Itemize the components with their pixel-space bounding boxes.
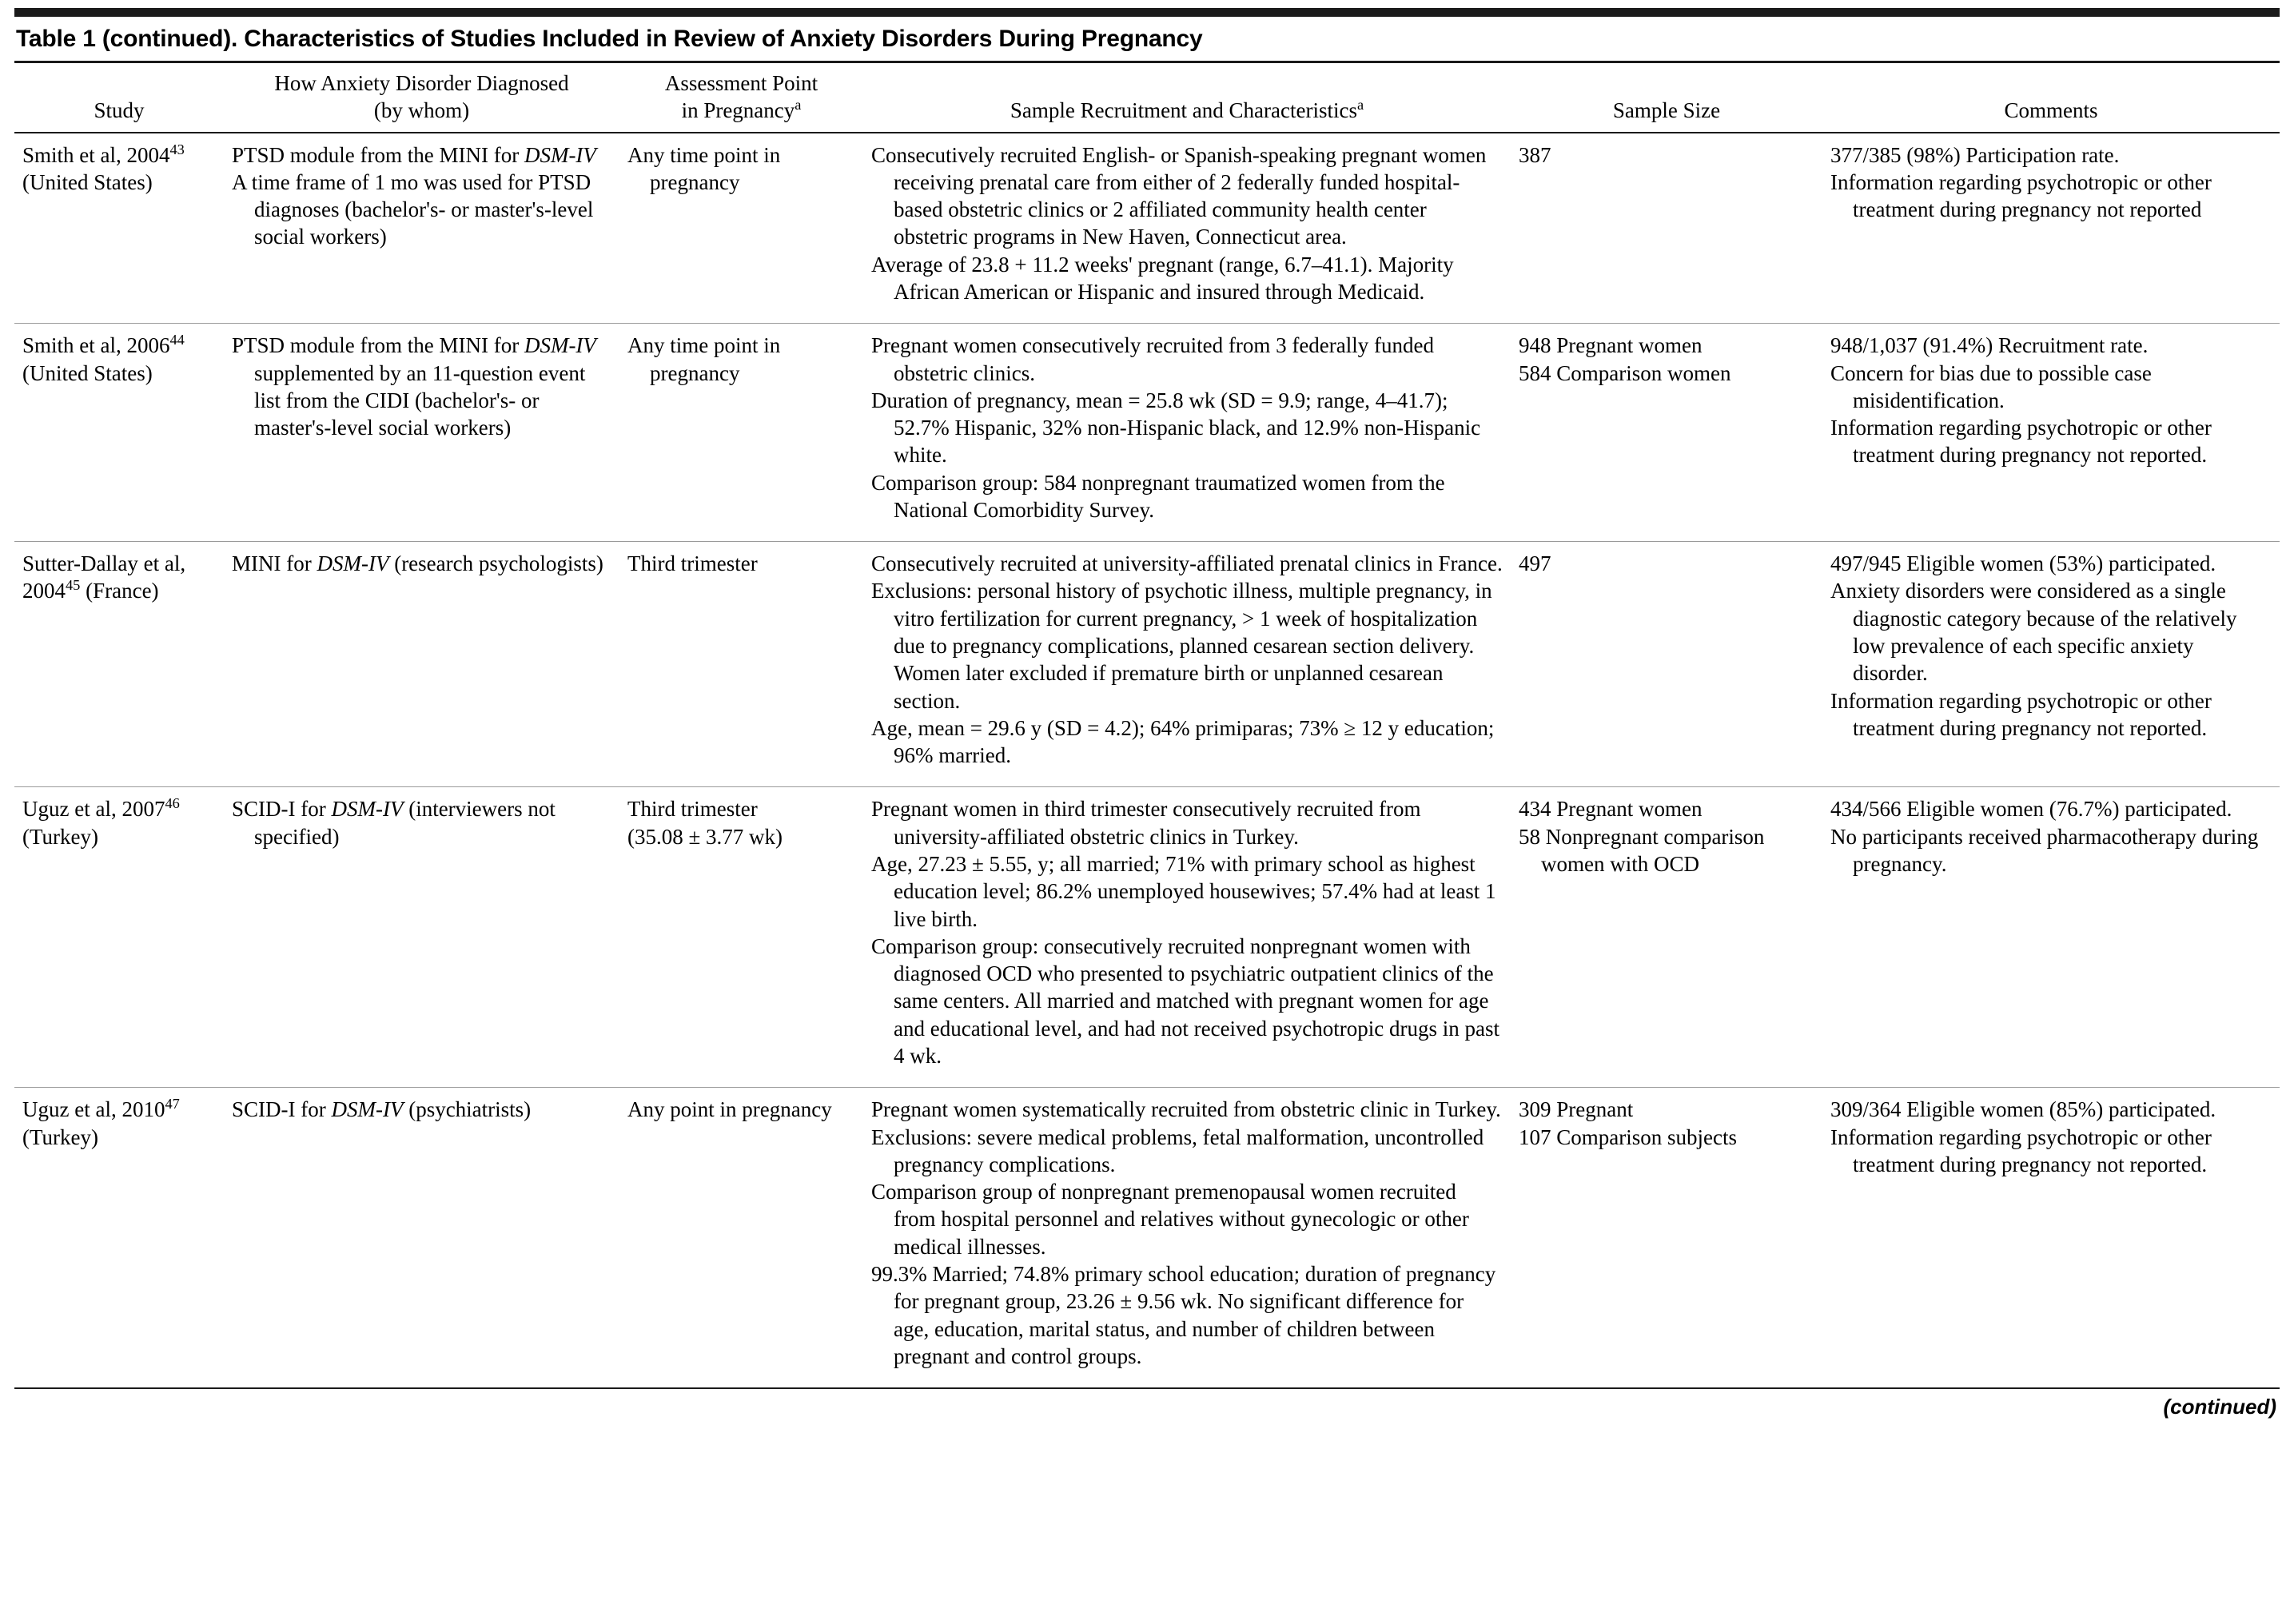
sample-size-value: 434 Pregnant women	[1519, 797, 1703, 822]
table-title: Table 1 (continued). Characteristics of Studies Included in Review of Anxiety Disorders During Pregnancy	[16, 26, 1203, 52]
column-header-sample-label: Sample Recruitment and Characteristics	[1010, 98, 1357, 122]
comment-item: 434/566 Eligible women (76.7%) participated.	[1830, 797, 2232, 822]
comment-item: Anxiety disorders were considered as a single diagnostic category because of the relatively low prevalence of each specific anxiety disorder.	[1830, 579, 2237, 686]
study-country: (United States)	[22, 169, 153, 194]
characteristics-table	[14, 63, 2280, 1390]
assessment-point: Third trimester	[627, 551, 758, 576]
sample-paragraph: 99.3% Married; 74.8% primary school education; duration of pregnancy for pregnant group, 23.26 ± 9.56 wk. No significant difference for age, education, marital status, and number of children between pregnant and control groups.	[871, 1261, 1496, 1368]
sample-paragraph: Average of 23.8 + 11.2 weeks' pregnant (range, 6.7–41.1). Majority African American or Hispanic and insured through Medicaid.	[871, 252, 1454, 304]
continued-label: (continued)	[2163, 1395, 2276, 1419]
comment-item: Information regarding psychotropic or other treatment during pregnancy not reported.	[1830, 688, 2212, 740]
cell-diagnosis: SCID-I for DSM-IV (psychiatrists)	[224, 1088, 619, 1388]
table-header-row	[14, 63, 2280, 133]
comment-item: 948/1,037 (91.4%) Recruitment rate.	[1830, 333, 2149, 358]
sample-paragraph: Pregnant women consecutively recruited from 3 federally funded obstetric clinics.	[871, 333, 1434, 385]
cell-diagnosis: PTSD module from the MINI for DSM-IV A time frame of 1 mo was used for PTSD diagnoses (bachelor's- or master's-level social workers)	[224, 133, 619, 324]
column-header-assessment-superscript: a	[795, 96, 802, 113]
sample-size-value: 58 Nonpregnant comparison women with OCD	[1519, 824, 1765, 876]
study-reference: 44	[169, 332, 185, 348]
study-name: Smith et al, 2006	[22, 333, 170, 358]
study-name: Smith et al, 2004	[22, 142, 170, 167]
cell-comments	[1822, 1088, 2280, 1388]
comment-item: Concern for bias due to possible case misidentification.	[1830, 360, 2152, 412]
sample-size-value: 948 Pregnant women	[1519, 333, 1703, 358]
cell-assessment	[619, 133, 863, 324]
column-header-diagnosis-line1: How Anxiety Disorder Diagnosed	[274, 70, 569, 95]
assessment-point: Any time point in pregnancy	[627, 142, 781, 194]
cell-assessment	[619, 1088, 863, 1388]
diagnosis-detail: A time frame of 1 mo was used for PTSD diagnoses (bachelor's- or master's-level social workers)	[232, 169, 594, 249]
column-header-size: Sample Size	[1511, 63, 1822, 133]
cell-sample	[863, 1088, 1511, 1388]
table-row	[14, 1088, 2280, 1388]
cell-study	[14, 324, 224, 542]
study-country: (France)	[80, 579, 159, 603]
assessment-point: Any time point in pregnancy	[627, 333, 781, 385]
comment-item: No participants received pharmacotherapy during pregnancy.	[1830, 824, 2259, 876]
sample-size-value: 497	[1519, 551, 1551, 576]
sample-paragraph: Exclusions: severe medical problems, fetal malformation, uncontrolled pregnancy complications.	[871, 1124, 1484, 1176]
sample-paragraph: Age, 27.23 ± 5.55, y; all married; 71% with primary school as highest education level; 86.2% unemployed housewives; 57.4% had at least 1 live birth.	[871, 852, 1496, 931]
column-header-diagnosis	[224, 63, 619, 133]
table-top-rule	[14, 8, 2280, 17]
sample-paragraph: Comparison group of nonpregnant premenopausal women recruited from hospital personnel and relatives without gynecologic or other medical illnesses.	[871, 1180, 1469, 1259]
sample-paragraph: Comparison group: 584 nonpregnant traumatized women from the National Comorbidity Survey.	[871, 470, 1445, 522]
sample-size-value: 584 Comparison women	[1519, 360, 1731, 385]
comment-item: 497/945 Eligible women (53%) participated.	[1830, 551, 2216, 576]
study-country: (Turkey)	[22, 824, 99, 849]
table-row	[14, 133, 2280, 324]
study-country: (United States)	[22, 360, 153, 385]
column-header-diagnosis-line2: (by whom)	[373, 98, 470, 122]
column-header-assessment-line1: Assessment Point	[664, 70, 818, 95]
study-name: Uguz et al, 2010	[22, 1097, 165, 1122]
study-year: 2004	[22, 579, 66, 603]
sample-paragraph: Consecutively recruited English- or Spanish-speaking pregnant women receiving prenatal care from either of 2 federally funded hospital-based obstetric clinics or 2 affiliated community health center obstetric programs in New Haven, Connecticut area.	[871, 142, 1487, 249]
study-name: Sutter-Dallay et al,	[22, 551, 186, 576]
sample-paragraph: Duration of pregnancy, mean = 25.8 wk (SD = 9.9; range, 4–41.7); 52.7% Hispanic, 32% non-Hispanic black, and 12.9% non-Hispanic white.	[871, 388, 1481, 468]
sample-paragraph: Age, mean = 29.6 y (SD = 4.2); 64% primiparas; 73% ≥ 12 y education; 96% married.	[871, 715, 1495, 768]
comment-item: 309/364 Eligible women (85%) participated.	[1830, 1097, 2216, 1122]
comment-item: Information regarding psychotropic or other treatment during pregnancy not reported.	[1830, 1124, 2212, 1176]
cell-comments	[1822, 787, 2280, 1088]
cell-study	[14, 133, 224, 324]
table-row	[14, 324, 2280, 542]
cell-sample-size	[1511, 787, 1822, 1088]
comment-item: Information regarding psychotropic or other treatment during pregnancy not reported	[1830, 169, 2212, 222]
cell-sample-size	[1511, 1088, 1822, 1388]
column-header-sample-superscript: a	[1356, 96, 1364, 113]
cell-sample-size	[1511, 133, 1822, 324]
sample-paragraph: Pregnant women in third trimester consecutively recruited from university-affiliated obstetric clinics in Turkey.	[871, 797, 1421, 849]
table-row	[14, 787, 2280, 1088]
assessment-point: Any point in pregnancy	[627, 1097, 832, 1122]
column-header-study: Study	[14, 63, 224, 133]
column-header-assessment	[619, 63, 863, 133]
table-row	[14, 542, 2280, 787]
study-name: Uguz et al, 2007	[22, 797, 165, 822]
cell-sample	[863, 542, 1511, 787]
sample-size-value: 107 Comparison subjects	[1519, 1124, 1737, 1149]
cell-assessment	[619, 324, 863, 542]
sample-paragraph: Pregnant women systematically recruited from obstetric clinic in Turkey.	[871, 1097, 1501, 1122]
assessment-point: Third trimester	[627, 797, 758, 822]
column-header-sample	[863, 63, 1511, 133]
cell-study	[14, 542, 224, 787]
sample-size-value: 387	[1519, 142, 1551, 167]
study-reference: 46	[165, 795, 180, 812]
cell-sample-size	[1511, 324, 1822, 542]
assessment-detail: (35.08 ± 3.77 wk)	[627, 824, 783, 849]
cell-diagnosis: PTSD module from the MINI for DSM-IV supplemented by an 11-question event list from the CIDI (bachelor's- or master's-level social workers)	[224, 324, 619, 542]
cell-assessment	[619, 787, 863, 1088]
study-reference: 47	[165, 1096, 180, 1113]
sample-paragraph: Exclusions: personal history of psychotic illness, multiple pregnancy, in vitro fertilization for current pregnancy, > 1 week of hospitalization due to pregnancy complications, planned cesarean section delivery. Women later excluded if premature birth or unplanned cesarean section.	[871, 579, 1492, 713]
sample-paragraph: Comparison group: consecutively recruited nonpregnant women with diagnosed OCD who presented to psychiatric outpatient clinics of the same centers. All married and matched with pregnant women for age and educational level, and had not received psychotropic drugs in past 4 wk.	[871, 933, 1500, 1068]
cell-comments	[1822, 133, 2280, 324]
cell-comments	[1822, 324, 2280, 542]
column-header-comments: Comments	[1822, 63, 2280, 133]
cell-study	[14, 1088, 224, 1388]
study-reference: 45	[66, 577, 81, 594]
cell-study	[14, 787, 224, 1088]
study-country: (Turkey)	[22, 1124, 99, 1149]
column-header-assessment-line2: in Pregnancy	[681, 98, 795, 122]
cell-assessment	[619, 542, 863, 787]
study-reference: 43	[169, 141, 185, 157]
sample-size-value: 309 Pregnant	[1519, 1097, 1634, 1122]
cell-sample	[863, 133, 1511, 324]
comment-item: Information regarding psychotropic or other treatment during pregnancy not reported.	[1830, 416, 2212, 468]
cell-diagnosis: MINI for DSM-IV (research psychologists)	[224, 542, 619, 787]
cell-comments	[1822, 542, 2280, 787]
cell-sample	[863, 787, 1511, 1088]
comment-item: 377/385 (98%) Participation rate.	[1830, 142, 2120, 167]
sample-paragraph: Consecutively recruited at university-affiliated prenatal clinics in France.	[871, 551, 1503, 576]
cell-diagnosis: SCID-I for DSM-IV (interviewers not specified)	[224, 787, 619, 1088]
cell-sample	[863, 324, 1511, 542]
cell-sample-size	[1511, 542, 1822, 787]
